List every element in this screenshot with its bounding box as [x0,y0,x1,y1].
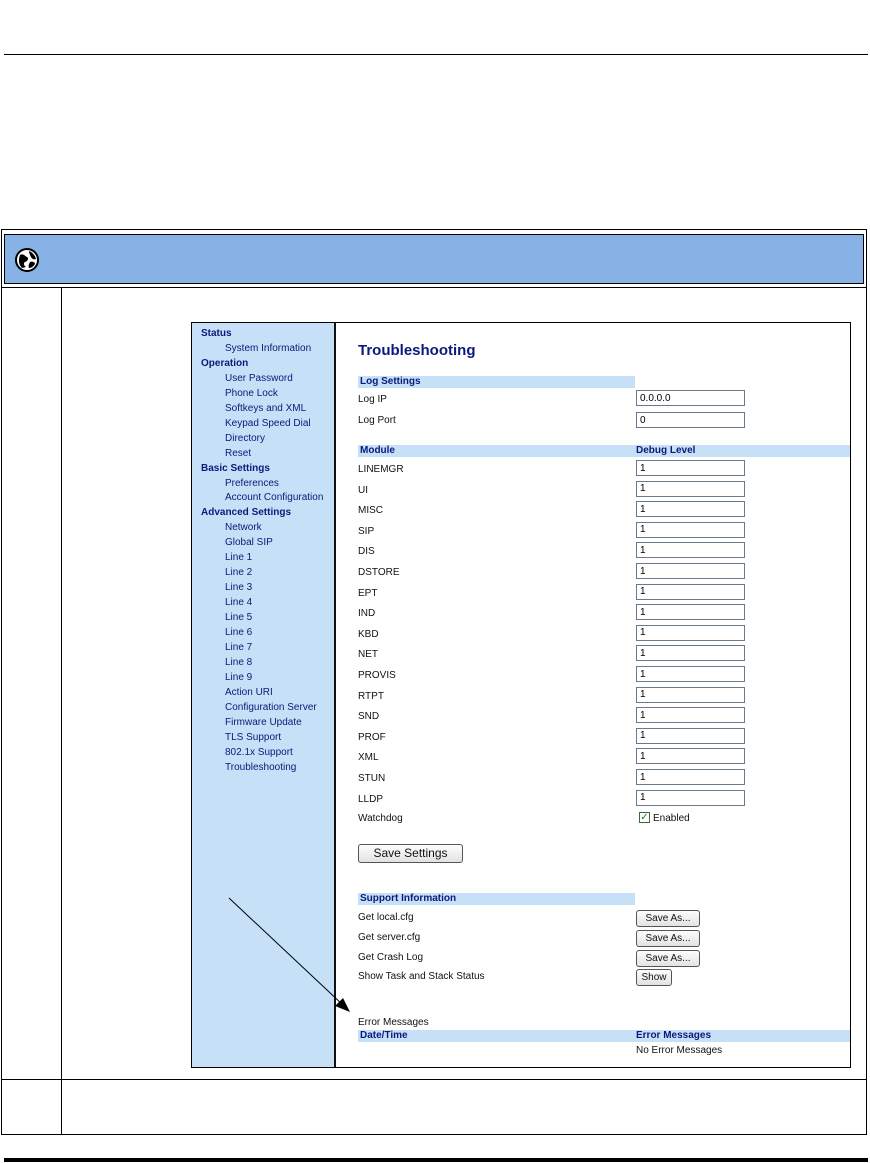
support-item-label: Get Crash Log [358,951,424,963]
debug-level-input[interactable] [636,687,745,703]
debug-level-input[interactable] [636,522,745,538]
page-title: Troubleshooting [358,342,476,359]
sidebar-item[interactable]: 802.1x Support [225,746,293,758]
debug-level-input[interactable] [636,728,745,744]
sidebar-item[interactable]: Action URI [225,686,273,698]
sidebar-item[interactable]: Troubleshooting [225,761,297,773]
sidebar-item[interactable]: Line 8 [225,656,253,668]
debug-level-input[interactable] [636,584,745,600]
module-label: DIS [358,546,375,558]
table-row-divider [1,287,867,288]
procedure-header-bar [4,234,864,284]
sidebar-item[interactable]: Configuration Server [225,701,317,713]
module-label: RTPT [358,690,384,702]
debug-level-input[interactable] [636,604,745,620]
sidebar-item[interactable]: Line 1 [225,552,253,564]
sidebar-item[interactable]: Line 2 [225,567,253,579]
debug-level-input[interactable] [636,563,745,579]
watchdog-label: Watchdog [358,813,403,824]
sidebar-item[interactable]: System Information [225,342,312,354]
globe-icon [14,247,40,273]
sidebar-item[interactable]: Line 3 [225,582,253,594]
sidebar-item[interactable]: Phone Lock [225,387,278,399]
sidebar-item[interactable]: Line 6 [225,627,253,638]
sidebar-item[interactable]: Line 5 [225,612,253,624]
save-as-button[interactable]: Save As... [636,910,700,927]
sidebar-item[interactable]: Line 4 [225,597,253,609]
sidebar-item[interactable]: Account Configuration [225,492,324,504]
log-ip-label: Log IP [358,394,387,405]
troubleshooting-content [336,323,850,1067]
sidebar-item[interactable]: Preferences [225,477,279,489]
error-messages-column-header: Error Messages [636,1030,712,1041]
sidebar-item[interactable]: Line 9 [225,671,253,683]
save-as-button[interactable]: Save As... [636,930,700,947]
module-label: LINEMGR [358,464,404,475]
watchdog-enabled-label: Enabled [653,813,690,824]
module-column-header: Module [360,445,395,456]
debug-level-input[interactable] [636,625,745,641]
debug-level-column-header: Debug Level [636,445,696,456]
sidebar-section-heading: Basic Settings [201,462,270,474]
module-label: IND [358,608,376,620]
log-port-label: Log Port [358,415,396,426]
bottom-rule [4,1158,868,1162]
support-item-label: Get local.cfg [358,912,414,923]
debug-level-input[interactable] [636,790,745,806]
debug-level-input[interactable] [636,460,745,476]
module-label: NET [358,649,378,661]
module-label: PROVIS [358,670,396,681]
sidebar-item[interactable]: Directory [225,432,266,444]
module-label: EPT [358,587,378,599]
error-messages-header [358,1030,850,1042]
save-as-button[interactable]: Save As... [636,950,700,967]
watchdog-checkbox[interactable]: ✓ [640,812,649,823]
module-label: SIP [358,525,375,537]
sidebar-item[interactable]: User Password [225,372,293,384]
module-label: SND [358,711,380,723]
show-button[interactable]: Show [636,969,672,986]
module-label: KBD [358,628,379,640]
module-label: PROF [358,731,386,743]
debug-level-input[interactable] [636,645,745,661]
error-messages-title: Error Messages [358,1017,429,1028]
top-rule [4,54,868,55]
sidebar-section-heading: Status [201,328,232,339]
module-label: DSTORE [358,567,400,578]
date-time-column-header: Date/Time [360,1030,408,1041]
debug-level-input[interactable] [636,769,745,785]
sidebar-item[interactable]: Keypad Speed Dial [225,417,311,429]
module-label: MISC [358,505,383,517]
sidebar-section-heading: Operation [201,357,249,369]
debug-level-input[interactable] [636,501,745,517]
no-error-messages-text: No Error Messages [636,1045,723,1056]
debug-level-input[interactable] [636,481,745,497]
sidebar-item[interactable]: Reset [225,447,252,459]
sidebar-item[interactable]: Firmware Update [225,716,302,728]
log-port-input[interactable] [636,412,745,428]
sidebar-section-heading: Advanced Settings [201,507,292,519]
support-item-label: Get server.cfg [358,931,421,943]
debug-level-input[interactable] [636,748,745,764]
modules-header [358,445,850,457]
module-label: LLDP [358,793,384,805]
sidebar-item[interactable]: Global SIP [225,537,273,549]
sidebar-item[interactable]: TLS Support [225,731,282,743]
debug-level-input[interactable] [636,542,745,558]
table-row-divider [1,1079,867,1080]
web-ui-screenshot [191,322,851,1068]
save-settings-button[interactable]: Save Settings [358,844,463,863]
debug-level-input[interactable] [636,666,745,682]
module-label: UI [358,484,368,496]
module-label: XML [358,752,379,764]
step-column-divider [61,287,62,1134]
debug-level-input[interactable] [636,707,745,723]
log-ip-input[interactable] [636,390,745,406]
sidebar-item[interactable]: Network [225,522,262,534]
sidebar-item[interactable]: Softkeys and XML [225,402,307,414]
sidebar-nav [192,323,336,1067]
module-label: STUN [358,773,386,784]
support-information-header: Support Information [358,893,635,905]
sidebar-item[interactable]: Line 7 [225,641,253,653]
support-item-label: Show Task and Stack Status [358,971,485,983]
log-settings-header: Log Settings [358,376,635,388]
